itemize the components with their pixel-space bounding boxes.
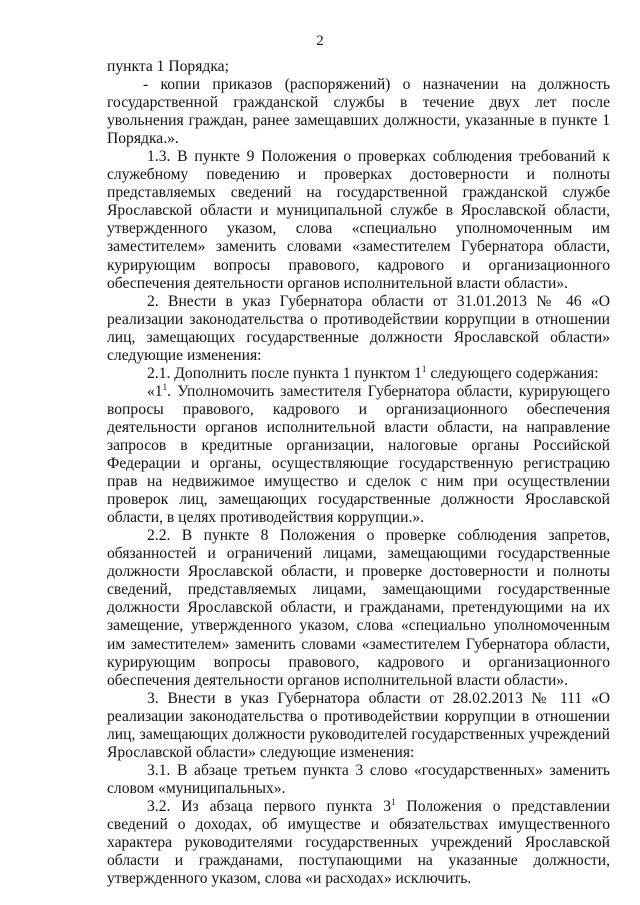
paragraph-text: 3.2. Из абзаца первого пункта 3: [147, 797, 392, 815]
page-number: 2: [316, 33, 324, 49]
paragraph-list-item: - копии приказов (распоряжений) о назначении на должность государственной гражданской службы в течение двух лет после увольнения граждан, ранее замещавших должности, указанные в пункте 1 Порядка.».: [107, 76, 610, 148]
paragraph-text: Положения о представлении сведений о доходах, об имуществе и обязательствах имущественного характера руководителями государственных учреждений Ярославской области и гражданами, поступающими на указанные должности, утвержденного указом, слова «и расходах» исключить.: [107, 797, 611, 888]
paragraph-text: «1: [147, 382, 163, 400]
paragraph-text: следующего содержания:: [426, 364, 599, 382]
paragraph-2-1: [107, 365, 610, 383]
paragraph-3-1: 3.1. В абзаце третьем пункта 3 слово «государственных» заменить словом «муниципальных».: [107, 761, 610, 797]
paragraph-2: 2. Внести в указ Губернатора области от 31.01.2013 № 46 «О реализации законодательства о противодействии коррупции в отношении лиц, замещающих государственные должности Ярославской области» следующие изменения:: [107, 292, 610, 364]
paragraph-1-1-quote: [107, 383, 610, 527]
paragraph-text: 2.1. Дополнить после пункта 1 пунктом 1: [147, 364, 422, 382]
superscript: 1: [391, 796, 396, 807]
paragraph-3-2: [107, 798, 610, 888]
superscript: 1: [162, 381, 168, 392]
paragraph-1-3: 1.3. В пункте 9 Положения о проверках соблюдения требований к служебному поведению и проверках достоверности и полноты представляемых сведений на государственной гражданской службе Ярославской области и муниципальной службе в Ярославской области, утвержденного указом, слова «специально уполномоченным им заместителем» заменить словами «заместителем Губернатора области, курирующим вопросы правового, кадрового и организационного обеспечения деятельности органов исполнительной власти области».: [107, 148, 610, 292]
paragraph-2-2: 2.2. В пункте 8 Положения о проверке соблюдения запретов, обязанностей и ограничений лицами, замещающими государственные должности Ярославской области, и проверке достоверности и полноты сведений, представляемых лицами, замещающими государственные должности Ярославской области, и гражданами, претендующими на их замещение, утвержденного указом, слова «специально уполномоченным им заместителем» заменить словами «заместителем Губернатора области, курирующим вопросы правового, кадрового и организационного обеспечения деятельности органов исполнительной власти области».: [107, 527, 610, 689]
paragraph-3: 3. Внести в указ Губернатора области от 28.02.2013 № 111 «О реализации законодательства о противодействии коррупции в отношении лиц, замещающих должности руководителей государственных учреждений Ярославской области» следующие изменения:: [107, 689, 610, 761]
paragraph-text: . Уполномочить заместителя Губернатора области, курирующего вопросы правового, кадрового и организационного обеспечения деятельности органов исполнительной власти области, на направление запросов в кредитные организации, налоговые органы Российской Федерации и органы, осуществляющие государственную регистрацию прав на недвижимое имущество и сделок с ним при осуществлении проверок лиц, замещающих государственные должности Ярославской области, в целях противодействия коррупции.».: [107, 382, 610, 527]
document-body: [107, 58, 610, 888]
paragraph-continuation: пункта 1 Порядка;: [107, 58, 229, 75]
superscript: 1: [421, 363, 427, 374]
